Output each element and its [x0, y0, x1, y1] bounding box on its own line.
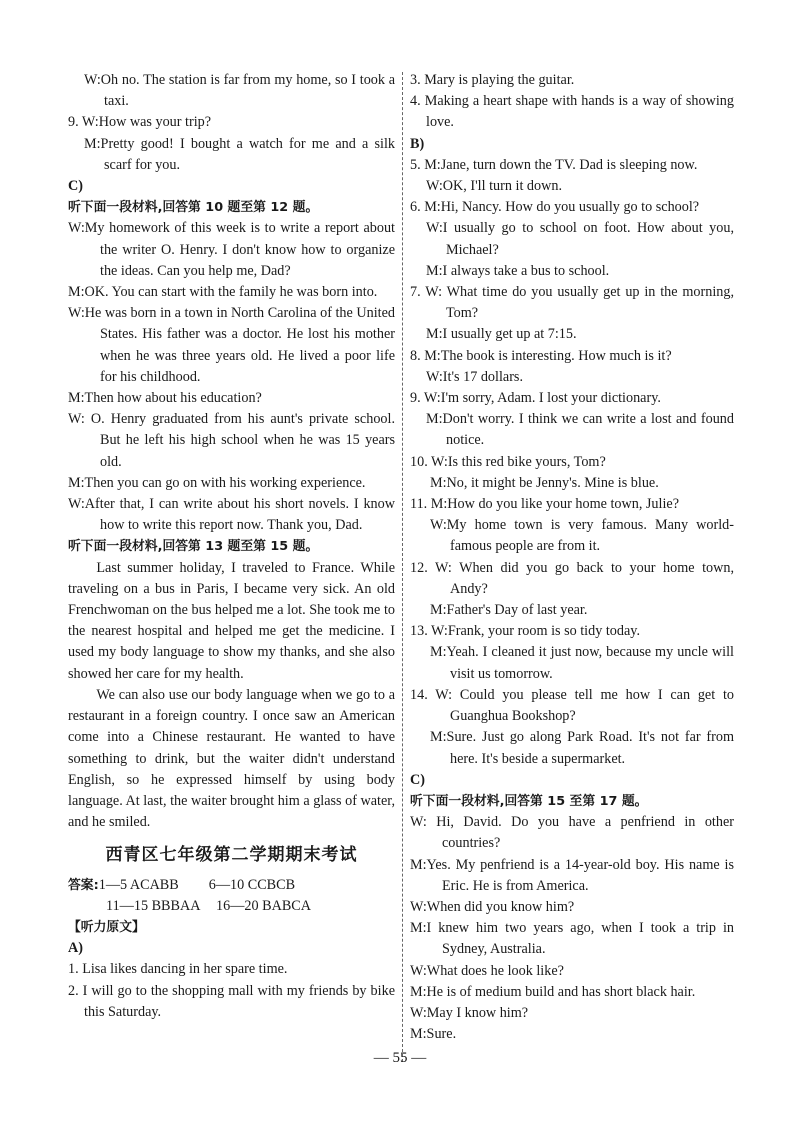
answer-group: 6—10 CCBCB [208, 876, 296, 893]
question-line: 8. M:The book is interesting. How much is it? [410, 347, 672, 364]
answer-line: M:Yeah. I cleaned it just now, because my uncle will visit us tomorrow. [430, 644, 734, 682]
question-line: 1. Lisa likes dancing in her spare time. [68, 961, 288, 978]
question-line: 4. Making a heart shape with hands is a way of showing love. [410, 93, 734, 131]
dialogue-line: W:When did you know him? [410, 898, 575, 915]
left-column [68, 70, 395, 1023]
dialogue-line: M:Pretty good! I bought a watch for me and a silk scarf for you. [84, 135, 395, 173]
answers-row [68, 896, 395, 917]
answer-line: M:Father's Day of last year. [430, 602, 588, 619]
section-b-label: B) [410, 135, 425, 152]
answers-label: 答案: [68, 877, 99, 893]
passage-paragraph: We can also use our body language when we go to a restaurant in a foreign country. I once saw an American come into a Chinese restaurant. He wanted to have something to drink, but the waiter didn't understand English, so he expressed himself by using body language. At last, the waiter brought him a glass of water, and he smiled. [68, 686, 395, 831]
dialogue-line: M:Sure. [410, 1026, 457, 1043]
dialogue-line: W:What does he look like? [410, 962, 564, 979]
dialogue-line: W:Oh no. The station is far from my home, so I took a taxi. [84, 72, 395, 110]
question-line: 13. W:Frank, your room is so tidy today. [410, 623, 641, 640]
answer-line: M:Don't worry. I think we can write a lost and found notice. [426, 411, 734, 449]
dialogue-line: M:OK. You can start with the family he was born into. [68, 284, 378, 301]
dialogue-line: W:May I know him? [410, 1004, 529, 1021]
question-line: 11. M:How do you like your home town, Julie? [410, 496, 680, 513]
dialogue-line: W: O. Henry graduated from his aunt's private school. But he left his high school when he was 15 years old. [68, 411, 395, 470]
dialogue-line: M:Then how about his education? [68, 390, 262, 407]
transcript-label: 【听力原文】 [68, 919, 145, 935]
passage-paragraph: Last summer holiday, I traveled to France. While traveling on a bus in Paris, I became very sick. An old Frenchwoman on the bus helped me a lot. She took me to the nearest hospital and helped me get the medicine. I used my body language to show my thanks, and she also showed her care for my health. [68, 559, 395, 682]
column-divider [402, 72, 403, 1062]
question-line: 12. W: When did you go back to your home town, Andy? [410, 559, 734, 597]
question-line: 3. Mary is playing the guitar. [410, 72, 575, 88]
page-number: — 55 — [373, 1050, 427, 1066]
right-column [410, 70, 734, 1045]
dialogue-line: W:He was born in a town in North Carolina of the United States. His father was a doctor. He lost his mother when he was three years old. He lived a poor life for his childhood. [68, 305, 395, 385]
dialogue-line: M:He is of medium build and has short black hair. [410, 983, 696, 1000]
answer-line: M:I usually get up at 7:15. [426, 326, 577, 343]
answer-line: M:No, it might be Jenny's. Mine is blue. [430, 474, 659, 491]
section-c-intro: 听下面一段材料,回答第 15 至第 17 题。 [410, 793, 648, 809]
answer-line: W:OK, I'll turn it down. [426, 178, 563, 195]
question-line: 10. W:Is this red bike yours, Tom? [410, 453, 606, 470]
answer-group: 1—5 ACABB [98, 876, 179, 893]
answer-line: W:My home town is very famous. Many world-famous people are from it. [430, 517, 734, 555]
answer-line: W:It's 17 dollars. [426, 368, 523, 385]
answer-line: W:I usually go to school on foot. How about you, Michael? [426, 220, 734, 258]
exam-title: 西青区七年级第二学期期末考试 [105, 845, 358, 866]
question-line: 9. W:I'm sorry, Adam. I lost your dictionary. [410, 390, 661, 407]
question-line: 7. W: What time do you usually get up in the morning, Tom? [410, 284, 734, 322]
question-line: 9. W:How was your trip? [68, 114, 212, 131]
section-c-intro: 听下面一段材料,回答第 10 题至第 12 题。 [68, 200, 319, 216]
section-c-label: C) [68, 178, 83, 195]
question-line: 14. W: Could you please tell me how I can get to Guanghua Bookshop? [410, 686, 734, 725]
answers-row [68, 875, 395, 896]
answer-group: 16—20 BABCA [216, 897, 311, 914]
dialogue-line: W: Hi, David. Do you have a penfriend in other countries? [410, 814, 734, 852]
answer-group: 11—15 BBBAA [106, 897, 201, 914]
dialogue-line: W:After that, I can write about his short novels. I know how to write this report now. Thank you, Dad. [68, 496, 395, 534]
question-line: 6. M:Hi, Nancy. How do you usually go to school? [410, 199, 700, 216]
dialogue-line: M:Then you can go on with his working experience. [68, 474, 366, 491]
answer-line: M:Sure. Just go along Park Road. It's not far from here. It's beside a supermarket. [430, 729, 734, 767]
dialogue-line: W:My homework of this week is to write a report about the writer O. Henry. I don't know how to organize the ideas. Can you help me, Dad? [68, 220, 395, 279]
dialogue-line: M:I knew him two years ago, when I took a trip in Sydney, Australia. [410, 920, 734, 958]
question-line: 2. I will go to the shopping mall with my friends by bike this Saturday. [68, 982, 395, 1020]
passage-intro: 听下面一段材料,回答第 13 题至第 15 题。 [68, 539, 319, 555]
section-a-label: A) [68, 940, 83, 957]
question-line: 5. M:Jane, turn down the TV. Dad is sleeping now. [410, 156, 698, 173]
section-c-label: C) [410, 771, 425, 788]
dialogue-line: M:Yes. My penfriend is a 14-year-old boy. His name is Eric. He is from America. [410, 856, 734, 894]
answer-line: M:I always take a bus to school. [426, 262, 610, 279]
